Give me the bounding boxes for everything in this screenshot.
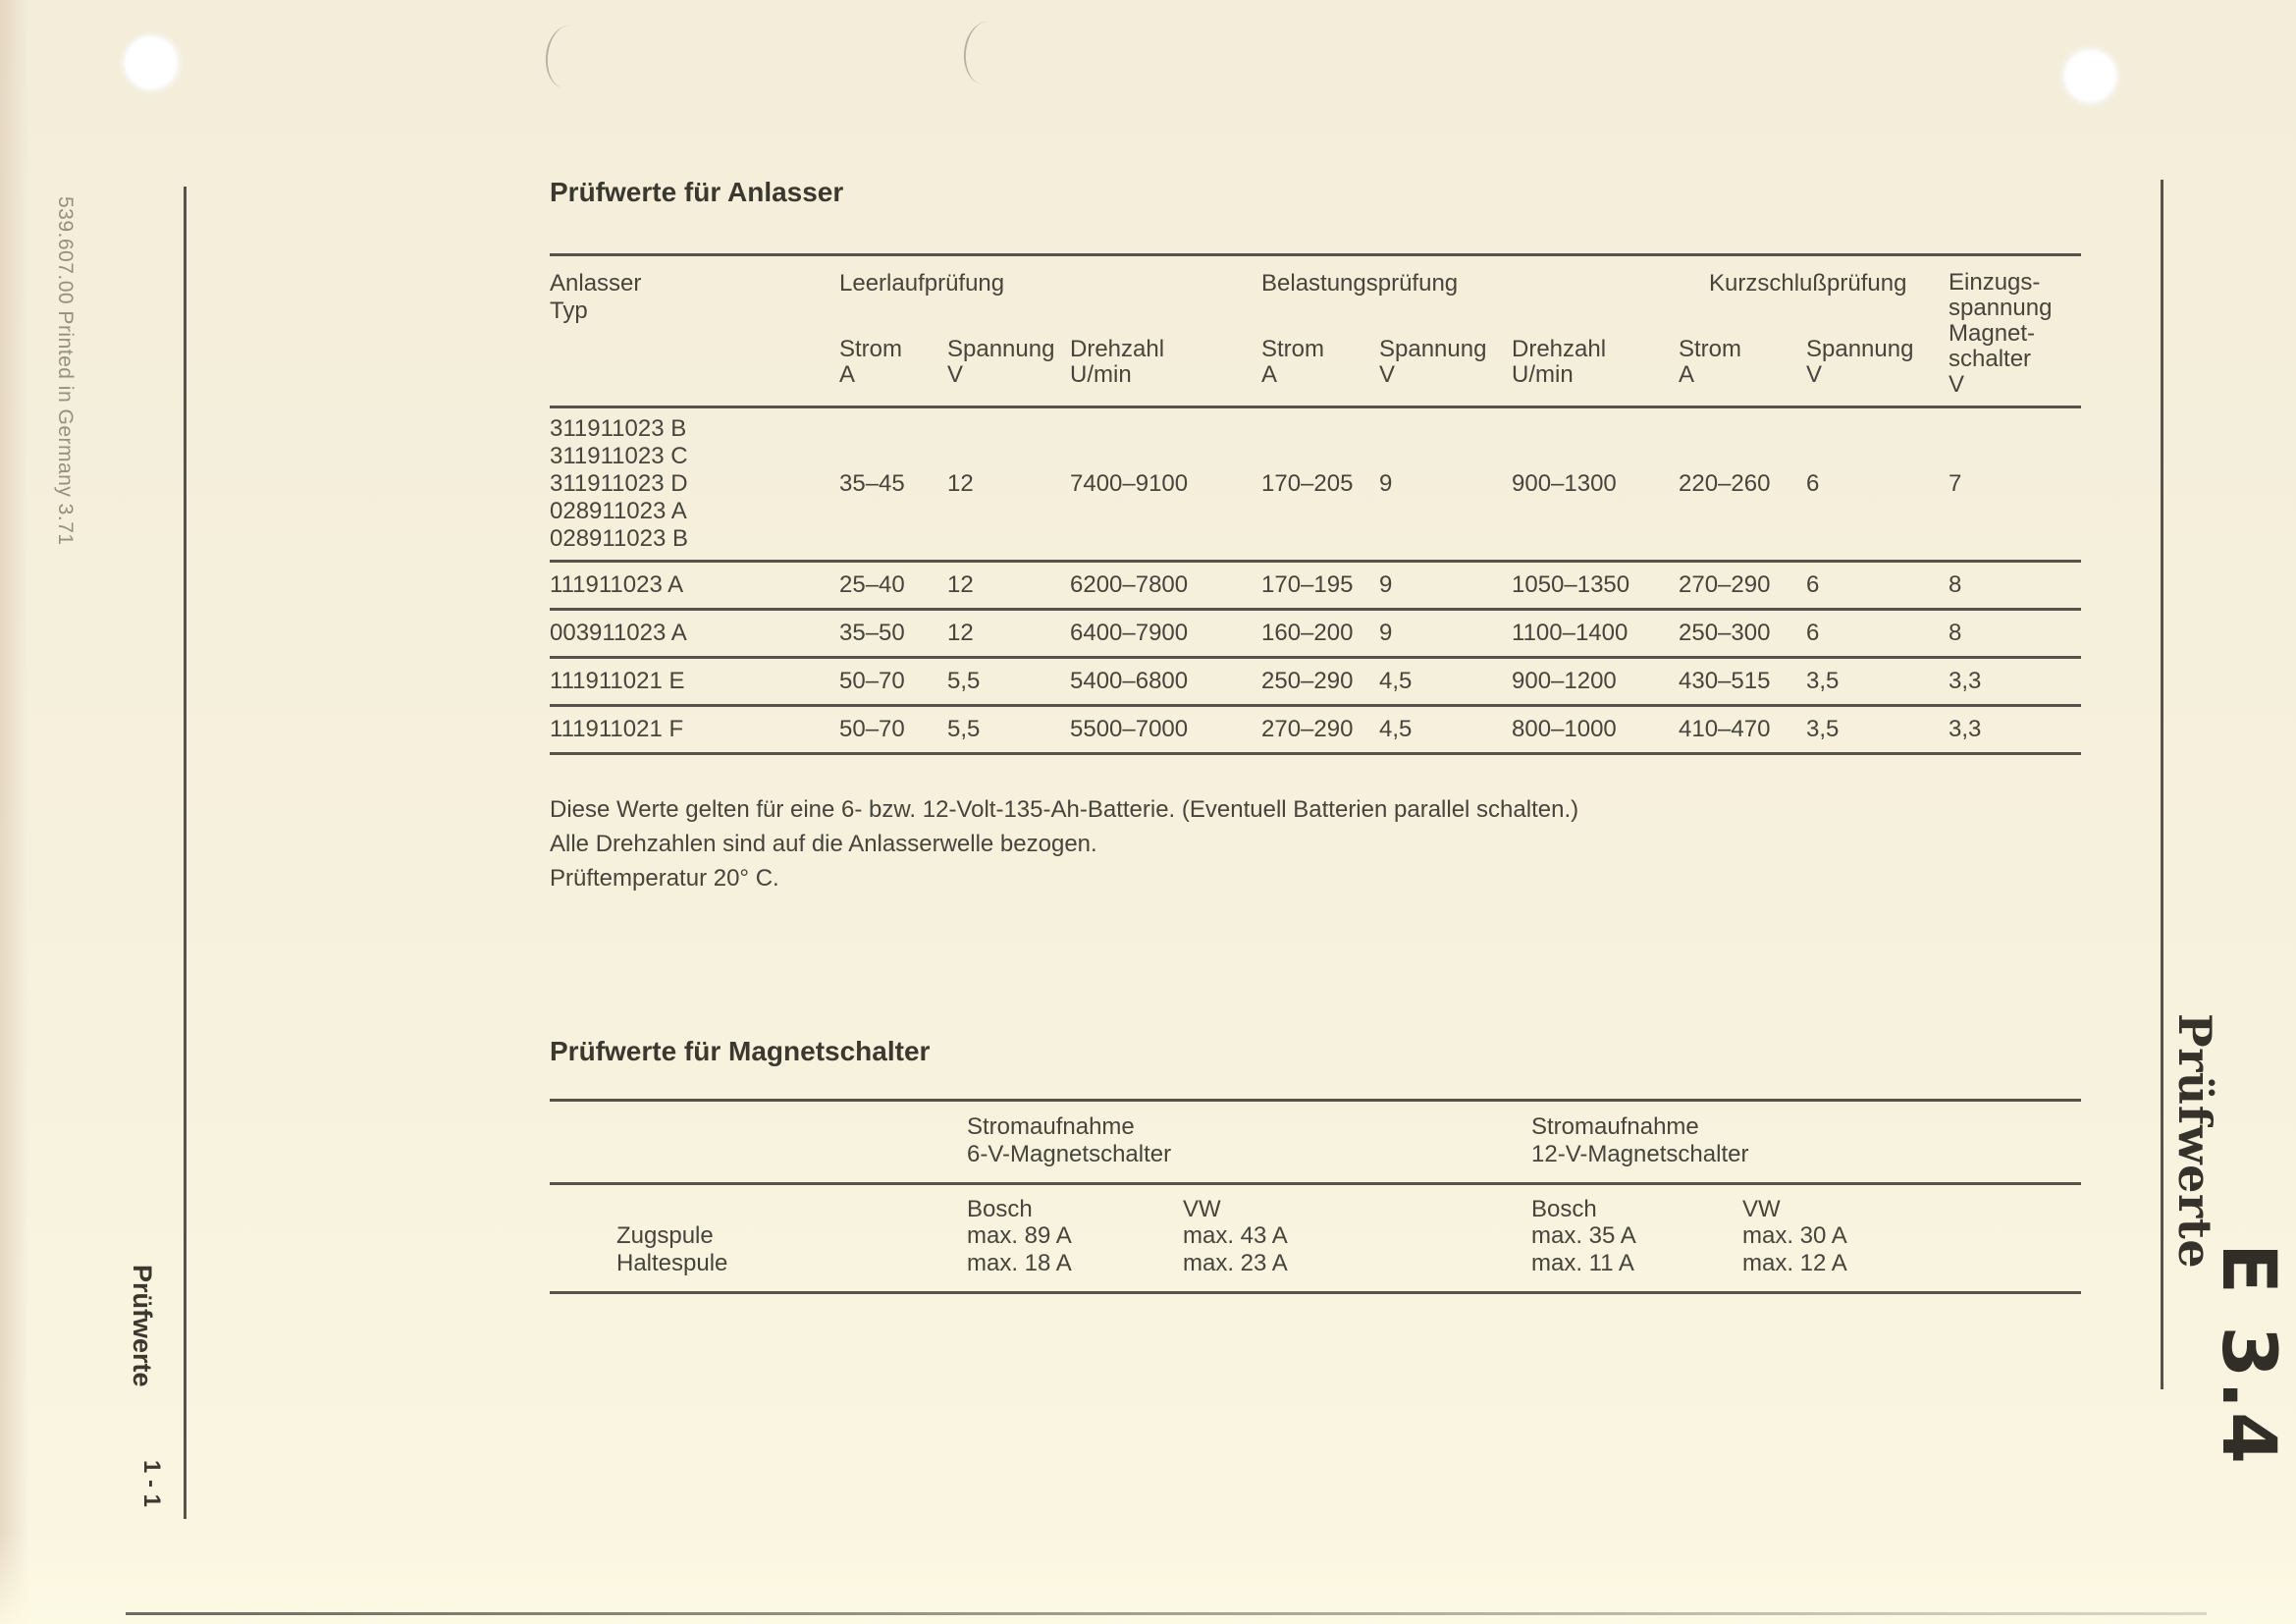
section-label-left: Prüfwerte bbox=[128, 1265, 157, 1387]
table-cell: max. 12 A bbox=[1742, 1250, 1847, 1276]
table-cell: 35–50 bbox=[839, 620, 905, 646]
page-content bbox=[550, 179, 2081, 1294]
table-cell: 7400–9100 bbox=[1070, 470, 1189, 497]
table-cell: 25–40 bbox=[839, 571, 905, 598]
type-list bbox=[550, 620, 834, 647]
subheader-unit: U/min bbox=[1070, 361, 1132, 388]
subheader-unit: A bbox=[1679, 361, 1695, 388]
table-cell: 5500–7000 bbox=[1070, 716, 1189, 742]
table-cell: 6 bbox=[1806, 620, 1820, 646]
brand-label: VW bbox=[1183, 1196, 1221, 1222]
table-cell: 50–70 bbox=[839, 668, 905, 694]
row-label: Zugspule bbox=[616, 1222, 714, 1249]
subheader bbox=[942, 337, 1065, 398]
header-6v bbox=[962, 1113, 1526, 1168]
footnote: Diese Werte gelten für eine 6- bzw. 12-Volt-135-Ah-Batterie. (Eventuell Batterien parallel schalten.) bbox=[550, 796, 1579, 823]
section-code: E 3.4 bbox=[2206, 1243, 2293, 1468]
type-number: 311911023 C bbox=[550, 443, 688, 469]
table-row bbox=[550, 408, 2081, 560]
table-cell: 9 bbox=[1379, 571, 1393, 598]
header-12v bbox=[1526, 1113, 2081, 1168]
type-number: 111911021 F bbox=[550, 716, 684, 742]
subheader-unit: U/min bbox=[1512, 361, 1574, 388]
header-line: 12-V-Magnetschalter bbox=[1531, 1141, 1749, 1167]
table-cell: max. 43 A bbox=[1183, 1222, 1288, 1249]
table-cell: 12 bbox=[947, 571, 974, 598]
subheader-unit: A bbox=[839, 361, 856, 388]
table-cell: 170–195 bbox=[1261, 571, 1354, 598]
header-line: Typ bbox=[550, 298, 588, 324]
subheader bbox=[1801, 337, 1944, 398]
type-number: 003911023 A bbox=[550, 620, 687, 646]
table-cell: max. 89 A bbox=[967, 1222, 1072, 1249]
header-line: schalter bbox=[1949, 346, 2032, 372]
header-line: Stromaufnahme bbox=[967, 1113, 1135, 1140]
header-einzugsspannung bbox=[1944, 270, 2081, 398]
subheader-unit: V bbox=[1379, 361, 1396, 388]
subheader-line: Drehzahl bbox=[1512, 336, 1607, 362]
right-margin-rule bbox=[2161, 180, 2163, 1389]
subheader-line: Strom bbox=[1261, 336, 1325, 362]
footnotes bbox=[550, 798, 2081, 891]
table-cell: 50–70 bbox=[839, 716, 905, 742]
footnote: Prüftemperatur 20° C. bbox=[550, 865, 779, 892]
subheader-line: Spannung bbox=[947, 336, 1055, 362]
table-cell: max. 11 A bbox=[1531, 1250, 1634, 1276]
table-cell: 220–260 bbox=[1679, 470, 1771, 497]
group-header-leerlauf: Leerlaufprüfung bbox=[839, 270, 1005, 297]
brand-row bbox=[550, 1185, 2081, 1222]
type-number: 028911023 B bbox=[550, 525, 689, 552]
table-cell: 270–290 bbox=[1679, 571, 1771, 598]
table-row bbox=[550, 608, 2081, 656]
section-tab-label: Prüfwerte bbox=[2168, 1013, 2221, 1270]
table-cell: 170–205 bbox=[1261, 470, 1354, 497]
table-cell: 1050–1350 bbox=[1512, 571, 1630, 598]
table-cell: 5400–6800 bbox=[1070, 668, 1189, 694]
brand-label: VW bbox=[1742, 1196, 1781, 1222]
table-cell: 800–1000 bbox=[1512, 716, 1617, 742]
scan-edge-shadow bbox=[0, 0, 29, 1624]
table-cell: 160–200 bbox=[1261, 620, 1354, 646]
table-cell: 9 bbox=[1379, 620, 1393, 646]
table-cell: 250–300 bbox=[1679, 620, 1771, 646]
table-row bbox=[550, 1222, 2081, 1250]
punch-hole-left bbox=[124, 35, 179, 90]
left-margin-rule bbox=[184, 187, 187, 1519]
header-line: spannung bbox=[1949, 295, 2053, 321]
table-cell: 3,3 bbox=[1949, 668, 1982, 694]
subheader-line: Spannung bbox=[1379, 336, 1487, 362]
anlasser-table-header bbox=[550, 256, 2081, 408]
brand-label: Bosch bbox=[1531, 1196, 1597, 1222]
magnetschalter-table-header bbox=[550, 1102, 2081, 1185]
type-list bbox=[550, 571, 834, 599]
brand-label: Bosch bbox=[967, 1196, 1033, 1222]
header-line: Stromaufnahme bbox=[1531, 1113, 1699, 1140]
subheader bbox=[1507, 337, 1674, 398]
table-cell: 35–45 bbox=[839, 470, 905, 497]
table-cell: 5,5 bbox=[947, 668, 981, 694]
group-header-kurzschluss: Kurzschlußprüfung bbox=[1709, 270, 1907, 297]
header-line: Magnet- bbox=[1949, 320, 2036, 347]
subheader-unit: V bbox=[947, 361, 964, 388]
group-header-belastung: Belastungsprüfung bbox=[1261, 270, 1459, 297]
table-cell: 4,5 bbox=[1379, 716, 1413, 742]
subheader-line: Strom bbox=[1679, 336, 1742, 362]
table-cell: 9 bbox=[1379, 470, 1393, 497]
header-line: Anlasser bbox=[550, 270, 642, 297]
table-row bbox=[550, 704, 2081, 752]
subheader bbox=[834, 337, 942, 398]
type-number: 311911023 B bbox=[550, 415, 687, 442]
table-cell: max. 30 A bbox=[1742, 1222, 1847, 1249]
table-cell: 3,5 bbox=[1806, 716, 1840, 742]
table-cell: 5,5 bbox=[947, 716, 981, 742]
table-cell: 8 bbox=[1949, 571, 1962, 598]
subheader bbox=[1256, 337, 1374, 398]
table-cell: 6 bbox=[1806, 571, 1820, 598]
table-cell: 12 bbox=[947, 620, 974, 646]
page-number: 1 - 1 bbox=[138, 1460, 165, 1508]
table-cell: 3,5 bbox=[1806, 668, 1840, 694]
anlasser-table bbox=[550, 253, 2081, 755]
header-line: Einzugs- bbox=[1949, 269, 2041, 296]
type-number: 111911023 A bbox=[550, 571, 684, 598]
table-cell: max. 18 A bbox=[967, 1250, 1072, 1276]
scan-edge-line bbox=[126, 1612, 2207, 1615]
subheader-line: Drehzahl bbox=[1070, 336, 1165, 362]
scan-arc-artifact bbox=[961, 20, 1010, 86]
anlasser-title: Prüfwerte für Anlasser bbox=[550, 177, 844, 207]
table-cell: 410–470 bbox=[1679, 716, 1771, 742]
type-list bbox=[550, 415, 834, 553]
table-cell: 270–290 bbox=[1261, 716, 1354, 742]
table-row bbox=[550, 1250, 2081, 1291]
type-number: 311911023 D bbox=[550, 470, 688, 497]
table-cell: 6200–7800 bbox=[1070, 571, 1189, 598]
type-number: 111911021 E bbox=[550, 668, 685, 694]
scan-arc-artifact bbox=[543, 24, 592, 90]
table-cell: 250–290 bbox=[1261, 668, 1354, 694]
table-cell: 7 bbox=[1949, 470, 1962, 497]
subheader bbox=[1674, 337, 1801, 398]
header-line: 6-V-Magnetschalter bbox=[967, 1141, 1172, 1167]
table-row bbox=[550, 656, 2081, 704]
type-list bbox=[550, 668, 834, 695]
table-cell: max. 23 A bbox=[1183, 1250, 1288, 1276]
table-cell: 8 bbox=[1949, 620, 1962, 646]
type-list bbox=[550, 716, 834, 743]
footnote: Alle Drehzahlen sind auf die Anlasserwelle bezogen. bbox=[550, 831, 1097, 857]
table-cell: 900–1300 bbox=[1512, 470, 1617, 497]
subheader-line: Strom bbox=[839, 336, 903, 362]
type-number: 028911023 A bbox=[550, 498, 687, 524]
subheader bbox=[1374, 337, 1507, 398]
row-label: Haltespule bbox=[616, 1250, 728, 1276]
subheader-unit: A bbox=[1261, 361, 1278, 388]
table-cell: 3,3 bbox=[1949, 716, 1982, 742]
header-anlasser-typ bbox=[550, 270, 834, 325]
print-info-vertical-text: 539.607.00 Printed in Germany 3.71 bbox=[54, 196, 77, 546]
table-cell: 4,5 bbox=[1379, 668, 1413, 694]
table-cell: 1100–1400 bbox=[1512, 620, 1629, 646]
table-cell: 430–515 bbox=[1679, 668, 1771, 694]
table-cell: 6 bbox=[1806, 470, 1820, 497]
subheader-line: Spannung bbox=[1806, 336, 1914, 362]
scan-bottom-band bbox=[0, 1531, 2296, 1624]
table-cell: max. 35 A bbox=[1531, 1222, 1636, 1249]
subheader bbox=[1065, 337, 1256, 398]
magnetschalter-table bbox=[550, 1099, 2081, 1294]
table-cell: 12 bbox=[947, 470, 974, 497]
table-cell: 6400–7900 bbox=[1070, 620, 1189, 646]
magnetschalter-title: Prüfwerte für Magnetschalter bbox=[550, 1036, 931, 1066]
table-cell: 900–1200 bbox=[1512, 668, 1617, 694]
table-row bbox=[550, 560, 2081, 608]
subheader-unit: V bbox=[1806, 361, 1823, 388]
punch-hole-right bbox=[2063, 49, 2117, 103]
header-line: V bbox=[1949, 371, 1965, 398]
